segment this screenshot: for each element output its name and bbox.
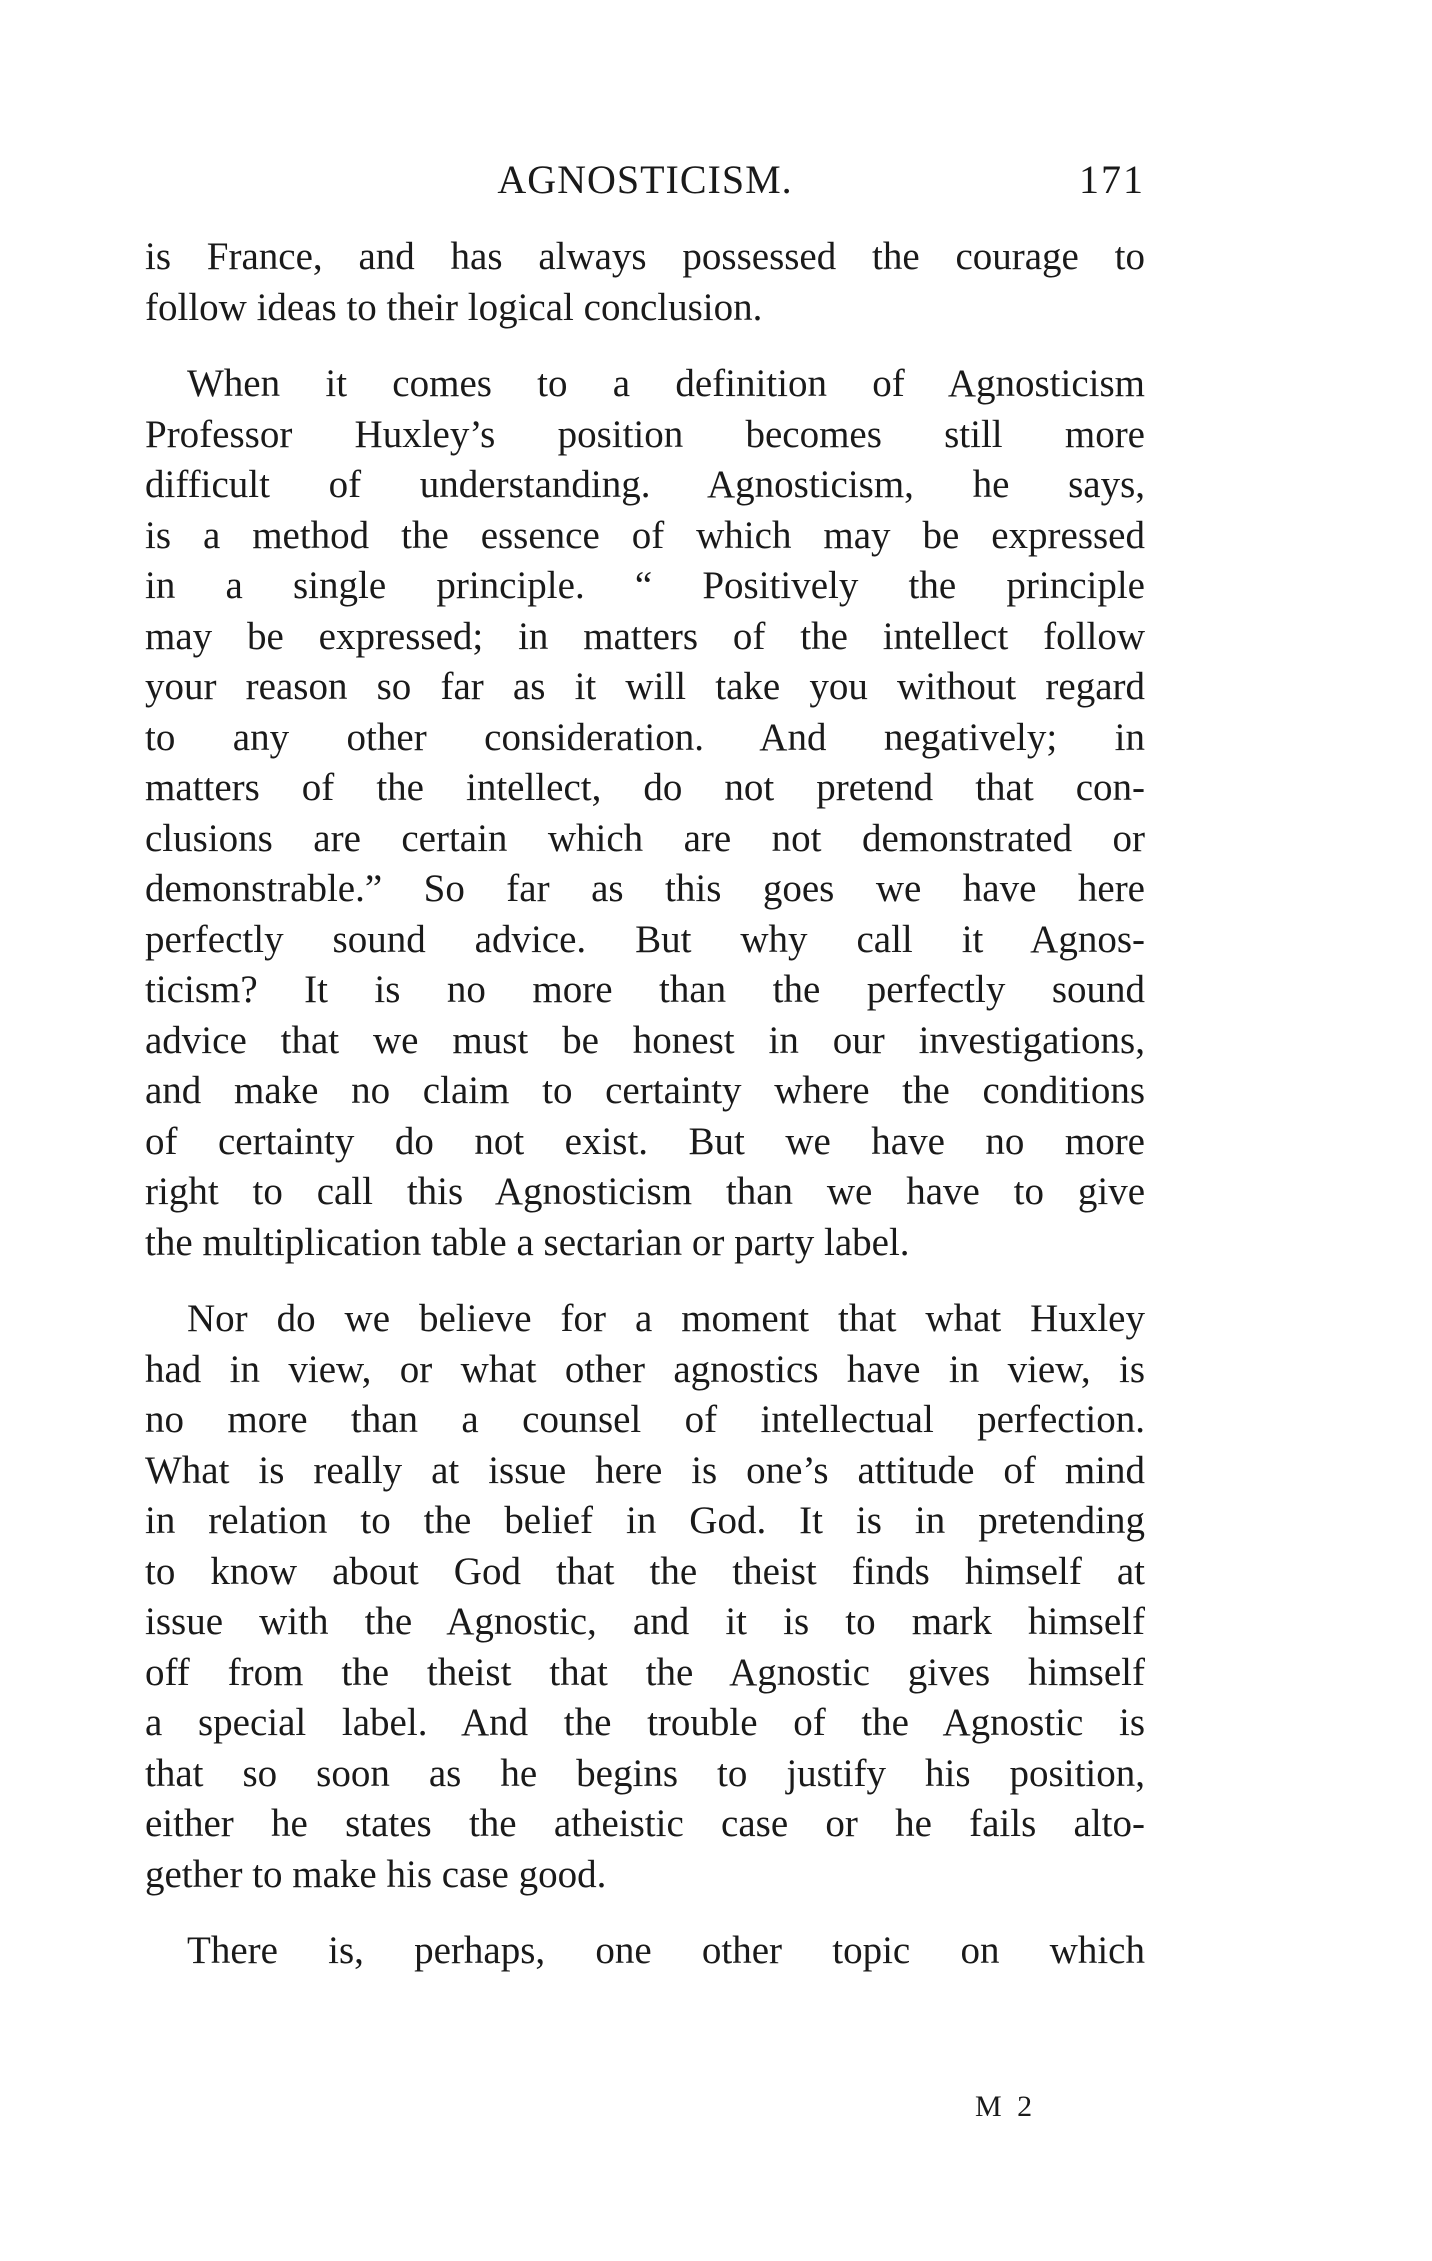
text-line: had in view, or what other agnostics have in view, is <box>145 1347 1145 1391</box>
paragraph-3 <box>145 1294 1145 1900</box>
text-line: your reason so far as it will take you without regard <box>145 665 1145 708</box>
text-line: advice that we must be honest in our investigations, <box>145 1018 1145 1062</box>
text-line: the multiplication table a sectarian or party label. <box>145 1220 910 1264</box>
text-line: issue with the Agnostic, and it is to mark himself <box>145 1600 1145 1643</box>
text-line: There is, perhaps, one other topic on which <box>187 1929 1145 1972</box>
text-line: What is really at issue here is one’s attitude of mind <box>145 1448 1145 1492</box>
text-line: and make no claim to certainty where the conditions <box>145 1069 1145 1112</box>
text-line: follow ideas to their logical conclusion. <box>145 285 763 329</box>
text-line: in relation to the belief in God. It is in pretending <box>145 1499 1145 1542</box>
text-line: difficult of understanding. Agnosticism, he says, <box>145 463 1145 506</box>
running-head <box>145 150 1145 210</box>
signature-mark: M 2 <box>975 2090 1037 2123</box>
text-line: a special label. And the trouble of the Agnostic is <box>145 1701 1145 1744</box>
paragraph-2 <box>145 359 1145 1268</box>
running-title: AGNOSTICISM. <box>497 157 793 202</box>
text-line: in a single principle. “ Positively the principle <box>145 564 1145 607</box>
text-line: ticism? It is no more than the perfectly sound <box>145 968 1145 1011</box>
paragraph-4 <box>145 1926 1145 1977</box>
text-line: right to call this Agnosticism than we have to give <box>145 1170 1145 1213</box>
text-line: gether to make his case good. <box>145 1852 607 1896</box>
text-line: demonstrable.” So far as this goes we have here <box>145 867 1145 910</box>
text-line: Professor Huxley’s position becomes still more <box>145 412 1145 456</box>
text-line: may be expressed; in matters of the intellect follow <box>145 614 1145 658</box>
paragraph-1 <box>145 232 1145 333</box>
text-line: is a method the essence of which may be expressed <box>145 513 1145 557</box>
text-line: that so soon as he begins to justify his position, <box>145 1751 1145 1795</box>
text-line: to know about God that the theist finds himself at <box>145 1549 1145 1593</box>
text-line: matters of the intellect, do not pretend that con- <box>145 766 1145 809</box>
text-line: off from the theist that the Agnostic gives himself <box>145 1650 1145 1694</box>
text-line: no more than a counsel of intellectual perfection. <box>145 1398 1145 1441</box>
text-line: perfectly sound advice. But why call it Agnos- <box>145 917 1145 961</box>
text-line: clusions are certain which are not demonstrated or <box>145 816 1145 860</box>
text-line: When it comes to a definition of Agnosticism <box>187 362 1145 405</box>
text-line: either he states the atheistic case or he fails alto- <box>145 1802 1145 1845</box>
text-line: of certainty do not exist. But we have no more <box>145 1119 1145 1163</box>
body-text <box>145 232 1145 2003</box>
text-line: is France, and has always possessed the courage to <box>145 235 1145 278</box>
page-number: 171 <box>1079 157 1145 202</box>
text-line: Nor do we believe for a moment that what Huxley <box>187 1297 1145 1340</box>
text-line: to any other consideration. And negatively; in <box>145 715 1145 759</box>
